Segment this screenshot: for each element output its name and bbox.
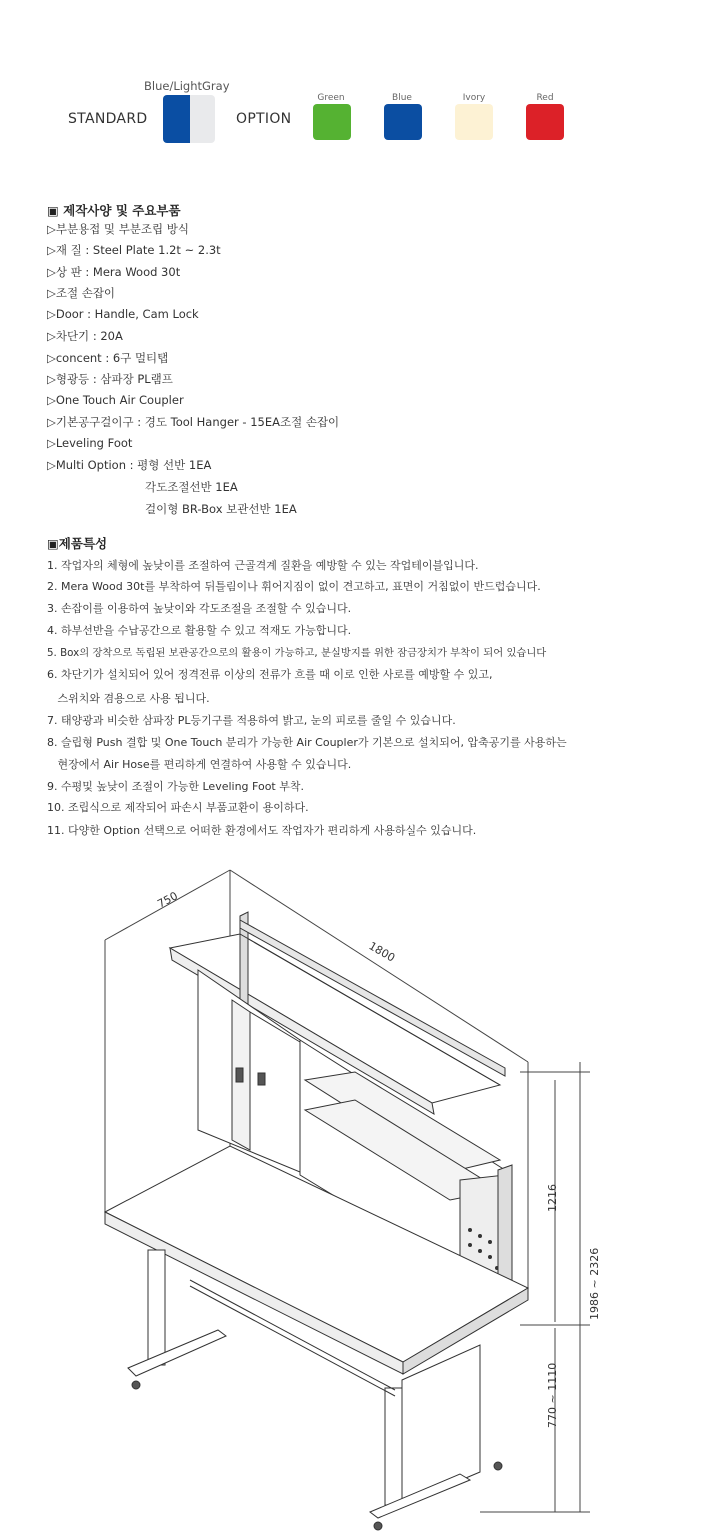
dim-total: 1986 ~ 2326: [588, 1247, 601, 1320]
feature-item: 8. 슬립형 Push 결합 및 One Touch 분리가 가능한 Air Coupler가 기본으로 설치되어, 압축공기를 사용하는: [47, 736, 567, 749]
option-blue-swatch: [384, 104, 422, 140]
spec-item: ▷조절 손잡이: [47, 286, 116, 300]
workbench-drawing: [0, 850, 709, 1535]
feature-title: ▣제품특성: [47, 536, 108, 551]
dim-width: 1800: [366, 939, 398, 965]
option-blue-label: Blue: [392, 93, 412, 103]
option-green-swatch: [313, 104, 351, 140]
feature-item: 4. 하부선반을 수납공간으로 활용할 수 있고 적재도 가능합니다.: [47, 624, 352, 637]
standard-label: STANDARD: [68, 111, 148, 127]
dim-depth: 750: [155, 889, 180, 911]
feature-item: 11. 다양한 Option 선택으로 어떠한 환경에서도 작업자가 편리하게 사용하실수 있습니다.: [47, 824, 477, 837]
feature-item: 5. Box의 장착으로 독립된 보관공간으로의 활용이 가능하고, 분실방지를 위한 잠금장치가 부착이 되어 있습니다: [47, 647, 547, 659]
standard-caption: Blue/LightGray: [144, 79, 230, 93]
feature-item: 9. 수평및 높낮이 조절이 가능한 Leveling Foot 부착.: [47, 780, 304, 793]
option-ivory-label: Ivory: [462, 93, 486, 103]
spec-item: ▷Door : Handle, Cam Lock: [47, 307, 199, 321]
spec-item: ▷형광등 : 삼파장 PL램프: [47, 372, 173, 386]
feature-item: 3. 손잡이를 이용하여 높낮이와 각도조절을 조절할 수 있습니다.: [47, 602, 352, 615]
feature-item: 2. Mera Wood 30t를 부착하여 뒤틀림이나 휘어지짐이 없이 견고하고, 표면이 거침없이 반드럽습니다.: [47, 580, 541, 593]
spec-title: ▣ 제작사양 및 주요부품: [47, 203, 181, 218]
feature-item: 1. 작업자의 체형에 높낮이를 조절하여 근골격계 질환을 예방할 수 있는 작업테이블입니다.: [47, 559, 479, 572]
spec-item: ▷상 판 : Mera Wood 30t: [47, 265, 181, 279]
spec-item: ▷차단기 : 20A: [47, 329, 123, 343]
spec-item: ▷기본공구걸이구 : 경도 Tool Hanger - 15EA조절 손잡이: [47, 415, 340, 429]
feature-item: 7. 태양광과 비슷한 삼파장 PL등기구를 적용하여 밝고, 눈의 피로를 줄일 수 있습니다.: [47, 714, 456, 727]
option-red-swatch: [526, 104, 564, 140]
feature-item: 6. 차단기가 설치되어 있어 정격전류 이상의 전류가 흐를 때 이로 인한 사로를 예방할 수 있고,: [47, 668, 493, 681]
feature-item: 스위치와 겸용으로 사용 됩니다.: [47, 692, 210, 705]
standard-swatch-blue: [163, 95, 190, 143]
option-green-label: Green: [317, 93, 345, 103]
spec-item-extra: 각도조절선반 1EA: [145, 480, 238, 494]
option-red-label: Red: [536, 93, 554, 103]
option-label: OPTION: [236, 111, 292, 127]
spec-item: ▷부분용접 및 부분조립 방식: [47, 222, 190, 236]
spec-item-extra: 걸이형 BR-Box 보관선반 1EA: [145, 502, 297, 516]
spec-item: ▷Multi Option : 평형 선반 1EA: [47, 458, 212, 472]
option-ivory-swatch: [455, 104, 493, 140]
feature-item: 현장에서 Air Hose를 편리하게 연결하여 사용할 수 있습니다.: [47, 758, 352, 771]
dim-table: 770 ~ 1110: [546, 1362, 559, 1428]
spec-item: ▷재 질 : Steel Plate 1.2t ~ 2.3t: [47, 243, 221, 257]
standard-swatch-gray: [190, 95, 215, 143]
feature-item: 10. 조립식으로 제작되어 파손시 부품교환이 용이하다.: [47, 801, 309, 814]
spec-item: ▷One Touch Air Coupler: [47, 393, 184, 407]
spec-item: ▷concent : 6구 멀티탭: [47, 351, 169, 365]
dim-upper: 1216: [546, 1184, 559, 1212]
spec-item: ▷Leveling Foot: [47, 436, 133, 450]
